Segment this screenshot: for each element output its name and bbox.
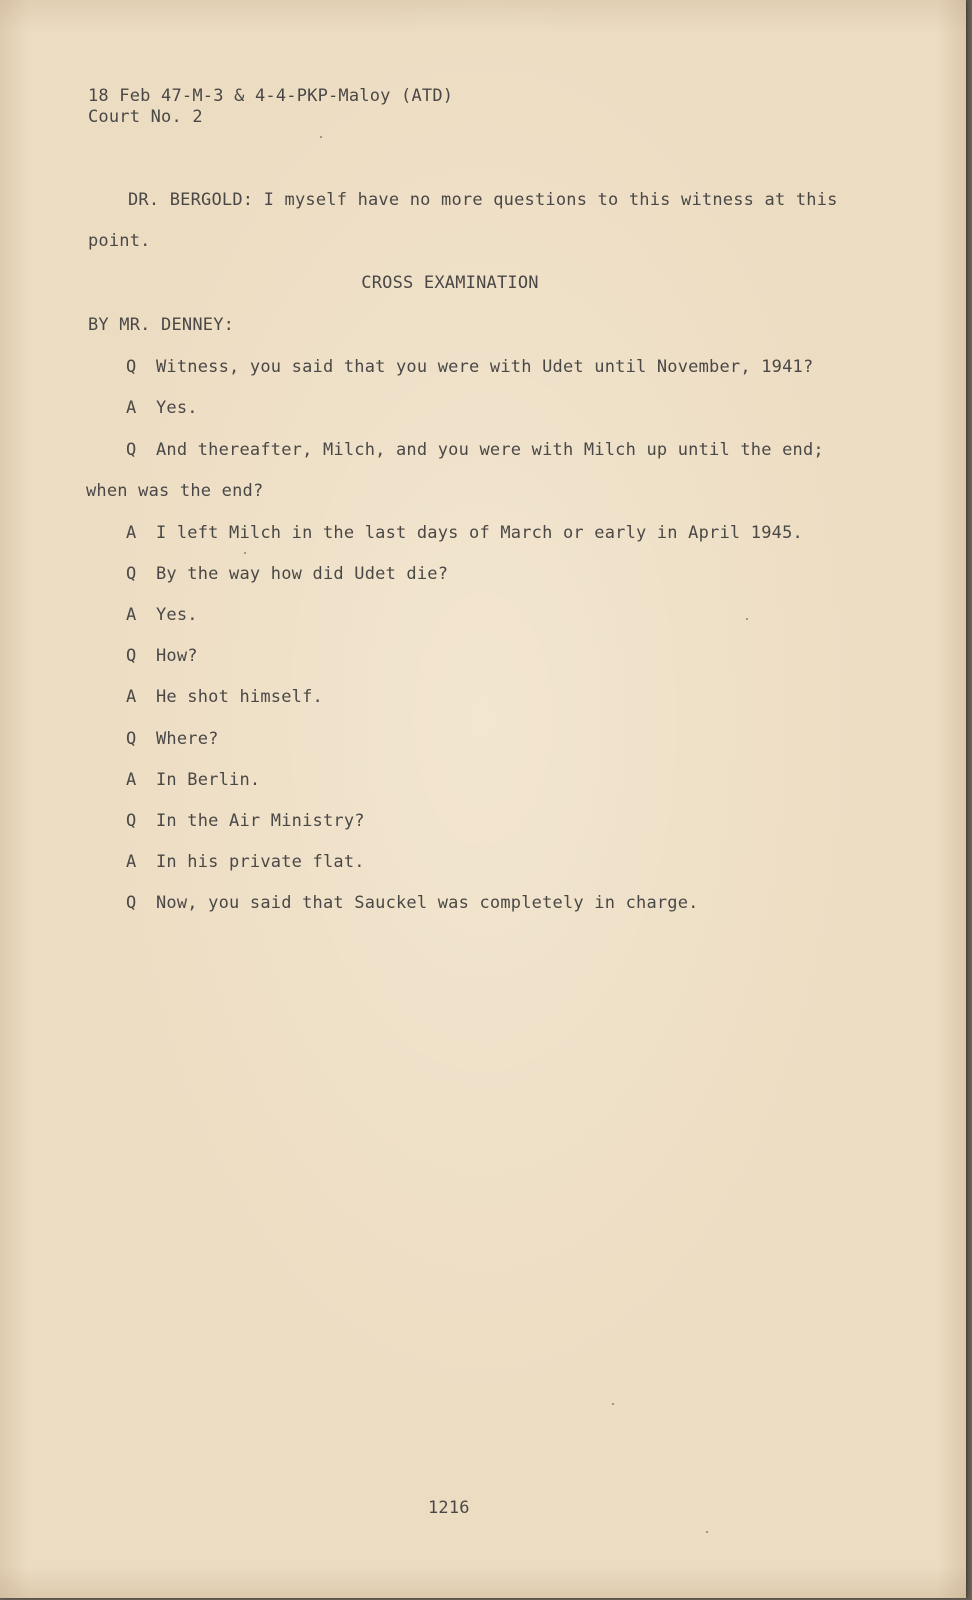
qa-text: In the Air Ministry? <box>156 811 365 831</box>
page-number: 1216 <box>428 1498 470 1518</box>
qa-label: Q <box>126 646 137 666</box>
qa-text: In Berlin. <box>156 770 261 790</box>
qa-label: A <box>126 605 137 625</box>
qa-line <box>126 811 365 831</box>
qa-text: He shot himself. <box>156 687 323 707</box>
qa-label: Q <box>126 357 137 377</box>
qa-text: Where? <box>156 729 219 749</box>
paper-speck <box>612 1403 614 1405</box>
qa-label: Q <box>126 564 137 584</box>
qa-line <box>126 440 824 460</box>
paper-speck <box>706 1531 708 1533</box>
qa-text: In his private flat. <box>156 852 365 872</box>
qa-label: Q <box>126 729 137 749</box>
qa-text: I left Milch in the last days of March or early in April 1945. <box>156 523 803 543</box>
qa-line <box>126 564 448 584</box>
qa-text: Yes. <box>156 605 198 625</box>
qa-line <box>126 646 198 666</box>
qa-line <box>126 729 219 749</box>
qa-line <box>126 523 803 543</box>
qa-label: A <box>126 852 137 872</box>
qa-line <box>126 357 813 377</box>
qa-line <box>126 605 198 625</box>
paper-speck <box>244 552 246 554</box>
section-title: CROSS EXAMINATION <box>361 273 539 293</box>
qa-label: A <box>126 687 137 707</box>
qa-text: How? <box>156 646 198 666</box>
qa-label: Q <box>126 811 137 831</box>
qa-label: Q <box>126 440 137 460</box>
qa-label: Q <box>126 893 137 913</box>
qa-text: Now, you said that Sauckel was completely in charge. <box>156 893 699 913</box>
qa-text: Witness, you said that you were with Udet until November, 1941? <box>156 357 814 377</box>
header-line-1: 18 Feb 47-M-3 & 4-4-PKP-Maloy (ATD) <box>88 86 454 106</box>
paper-speck <box>746 618 748 620</box>
qa-text: Yes. <box>156 398 198 418</box>
examiner-line: BY MR. DENNEY: <box>88 315 235 335</box>
qa-continuation: when was the end? <box>86 481 264 501</box>
qa-line <box>126 770 260 790</box>
intro-line-1: DR. BERGOLD: I myself have no more questions to this witness at this <box>128 190 838 210</box>
intro-line-2: point. <box>88 231 151 251</box>
qa-label: A <box>126 398 137 418</box>
qa-label: A <box>126 523 137 543</box>
qa-label: A <box>126 770 137 790</box>
qa-line <box>126 687 323 707</box>
paper-speck <box>320 136 322 138</box>
header-line-2: Court No. 2 <box>88 107 203 127</box>
qa-line <box>126 398 198 418</box>
qa-line <box>126 852 365 872</box>
qa-text: And thereafter, Milch, and you were with Milch up until the end; <box>156 440 824 460</box>
qa-line <box>126 893 699 913</box>
qa-text: By the way how did Udet die? <box>156 564 449 584</box>
